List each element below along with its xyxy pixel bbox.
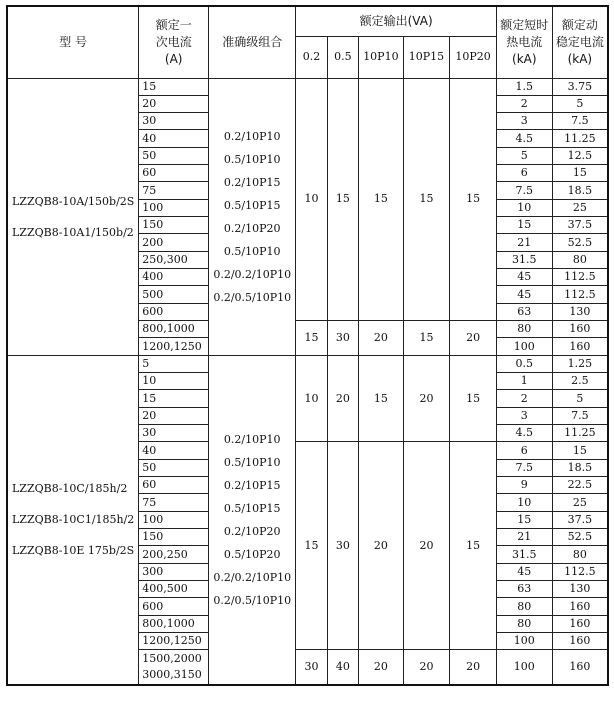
rated-output-cell: 15 <box>359 78 404 321</box>
accuracy-combination: 0.2/0.5/10P10 <box>213 593 292 607</box>
short-time-current-cell: 100 <box>496 650 552 685</box>
header-model: 型 号 <box>7 6 139 78</box>
dynamic-current-cell: 112.5 <box>552 286 608 303</box>
rated-output-cell: 20 <box>403 355 450 442</box>
rated-current-cell: 50 <box>139 147 209 164</box>
rated-current-cell: 75 <box>139 182 209 199</box>
accuracy-combination: 0.5/10P10 <box>223 152 281 166</box>
dynamic-current-cell: 11.25 <box>552 425 608 442</box>
accuracy-combination: 0.2/0.5/10P10 <box>213 290 292 304</box>
rated-current-cell: 1500,2000 3000,3150 <box>139 650 209 685</box>
rated-current-cell: 20 <box>139 407 209 424</box>
rated-current-cell: 50 <box>139 459 209 476</box>
dynamic-current-cell: 160 <box>552 598 608 615</box>
rated-current-cell: 15 <box>139 78 209 95</box>
dynamic-current-cell: 18.5 <box>552 459 608 476</box>
rated-current-cell: 15 <box>139 390 209 407</box>
accuracy-combination: 0.2/10P20 <box>223 524 281 538</box>
rated-output-cell: 40 <box>327 650 358 685</box>
header-rated-current-line3: (A) <box>164 51 183 66</box>
rated-current-cell: 800,1000 <box>139 321 209 338</box>
rated-current-cell: 800,1000 <box>139 615 209 632</box>
dynamic-current-cell: 52.5 <box>552 234 608 251</box>
accuracy-combination: 0.5/10P10 <box>223 455 281 469</box>
rated-current-cell: 600 <box>139 598 209 615</box>
header-short-time-current <box>496 6 552 78</box>
header-rated-output: 额定输出(VA) <box>296 6 497 36</box>
rated-current-cell: 100 <box>139 199 209 216</box>
accuracy-combination: 0.2/10P15 <box>223 175 281 189</box>
header-class-0.5: 0.5 <box>327 36 358 78</box>
rated-current-cell: 75 <box>139 494 209 511</box>
header-dynamic-current <box>552 6 608 78</box>
accuracy-combination: 0.5/10P10 <box>223 244 281 258</box>
rated-output-cell: 15 <box>296 321 327 356</box>
dynamic-current-cell: 7.5 <box>552 113 608 130</box>
model-name: LZZQB8-10C/185h/2 <box>12 482 128 496</box>
dynamic-current-cell: 37.5 <box>552 511 608 528</box>
short-time-current-cell: 6 <box>496 442 552 459</box>
accuracy-cell <box>209 78 296 355</box>
dynamic-current-cell: 1.25 <box>552 355 608 372</box>
rated-current-cell: 30 <box>139 425 209 442</box>
dynamic-current-cell: 18.5 <box>552 182 608 199</box>
dynamic-current-cell: 80 <box>552 251 608 268</box>
short-time-current-cell: 3 <box>496 407 552 424</box>
dynamic-current-cell: 5 <box>552 390 608 407</box>
model-name: LZZQB8-10C1/185h/2 <box>12 513 135 527</box>
accuracy-combination: 0.5/10P15 <box>223 198 281 212</box>
short-time-current-cell: 100 <box>496 633 552 650</box>
accuracy-combination: 0.2/10P10 <box>223 129 281 143</box>
dynamic-current-cell: 3.75 <box>552 78 608 95</box>
short-time-current-cell: 15 <box>496 511 552 528</box>
rated-output-cell: 20 <box>359 321 404 356</box>
short-time-current-cell: 0.5 <box>496 355 552 372</box>
dynamic-current-cell: 22.5 <box>552 477 608 494</box>
header-short-time-line2: 热电流 <box>506 34 543 49</box>
short-time-current-cell: 80 <box>496 321 552 338</box>
rated-current-cell: 40 <box>139 442 209 459</box>
rated-output-cell: 30 <box>327 442 358 650</box>
short-time-current-cell: 80 <box>496 615 552 632</box>
rated-current-cell: 1200,1250 <box>139 338 209 355</box>
dynamic-current-cell: 7.5 <box>552 407 608 424</box>
rated-output-cell: 20 <box>403 442 450 650</box>
header-rated-current <box>139 6 209 78</box>
table-body <box>7 78 608 685</box>
rated-current-cell: 60 <box>139 477 209 494</box>
model-cell <box>7 355 139 685</box>
short-time-current-cell: 9 <box>496 477 552 494</box>
accuracy-combination: 0.5/10P20 <box>223 547 281 561</box>
rated-current-cell: 300 <box>139 563 209 580</box>
short-time-current-cell: 31.5 <box>496 546 552 563</box>
header-rated-current-line1: 额定一 <box>155 17 192 32</box>
short-time-current-cell: 4.5 <box>496 425 552 442</box>
dynamic-current-cell: 37.5 <box>552 217 608 234</box>
short-time-current-cell: 1 <box>496 373 552 390</box>
dynamic-current-cell: 25 <box>552 199 608 216</box>
rated-output-cell: 20 <box>450 321 497 356</box>
header-rated-current-line2: 次电流 <box>155 34 192 49</box>
rated-output-cell: 15 <box>403 78 450 321</box>
dynamic-current-cell: 15 <box>552 165 608 182</box>
short-time-current-cell: 45 <box>496 269 552 286</box>
accuracy-combination: 0.2/10P15 <box>223 478 281 492</box>
rated-output-cell: 15 <box>450 78 497 321</box>
rated-output-cell: 15 <box>450 442 497 650</box>
accuracy-combination: 0.2/10P20 <box>223 221 281 235</box>
header-class-10p10: 10P10 <box>359 36 404 78</box>
short-time-current-cell: 63 <box>496 303 552 320</box>
rated-current-cell: 30 <box>139 113 209 130</box>
rated-output-cell: 15 <box>359 355 404 442</box>
rated-current-cell: 200,250 <box>139 546 209 563</box>
short-time-current-cell: 1.5 <box>496 78 552 95</box>
rated-current-cell: 100 <box>139 511 209 528</box>
rated-current-cell: 200 <box>139 234 209 251</box>
header-accuracy: 准确级组合 <box>209 6 296 78</box>
dynamic-current-cell: 130 <box>552 303 608 320</box>
header-dynamic-line1: 额定动 <box>561 17 598 32</box>
short-time-current-cell: 4.5 <box>496 130 552 147</box>
header-class-10p20: 10P20 <box>450 36 497 78</box>
short-time-current-cell: 15 <box>496 217 552 234</box>
rated-current-cell: 20 <box>139 95 209 112</box>
dynamic-current-cell: 112.5 <box>552 269 608 286</box>
header-class-10p15: 10P15 <box>403 36 450 78</box>
accuracy-combination: 0.2/10P10 <box>223 432 281 446</box>
accuracy-combination: 0.2/0.2/10P10 <box>213 267 292 281</box>
model-cell <box>7 78 139 355</box>
dynamic-current-cell: 15 <box>552 442 608 459</box>
model-name: LZZQB8-10A/150b/2S <box>12 194 135 208</box>
short-time-current-cell: 80 <box>496 598 552 615</box>
table-row <box>7 78 608 95</box>
rated-output-cell: 30 <box>296 650 327 685</box>
rated-current-cell: 400 <box>139 269 209 286</box>
rated-current-cell: 600 <box>139 303 209 320</box>
rated-current-cell: 5 <box>139 355 209 372</box>
rated-current-cell: 400,500 <box>139 581 209 598</box>
short-time-current-cell: 21 <box>496 529 552 546</box>
dynamic-current-cell: 160 <box>552 338 608 355</box>
short-time-current-cell: 21 <box>496 234 552 251</box>
dynamic-current-cell: 2.5 <box>552 373 608 390</box>
rated-current-cell: 150 <box>139 217 209 234</box>
short-time-current-cell: 45 <box>496 286 552 303</box>
rated-output-cell: 20 <box>359 442 404 650</box>
rating-table <box>6 5 609 686</box>
rated-output-cell: 10 <box>296 355 327 442</box>
short-time-current-cell: 2 <box>496 390 552 407</box>
short-time-current-cell: 31.5 <box>496 251 552 268</box>
dynamic-current-cell: 5 <box>552 95 608 112</box>
header-short-time-line1: 额定短时 <box>500 17 549 32</box>
accuracy-combination: 0.2/0.2/10P10 <box>213 570 292 584</box>
accuracy-cell <box>209 355 296 685</box>
short-time-current-cell: 5 <box>496 147 552 164</box>
short-time-current-cell: 7.5 <box>496 459 552 476</box>
dynamic-current-cell: 25 <box>552 494 608 511</box>
short-time-current-cell: 10 <box>496 199 552 216</box>
rated-output-cell: 20 <box>359 650 404 685</box>
header-dynamic-line3: (kA) <box>567 51 593 66</box>
accuracy-combination: 0.5/10P15 <box>223 501 281 515</box>
rated-output-cell: 20 <box>450 650 497 685</box>
rated-output-cell: 20 <box>327 355 358 442</box>
header-short-time-line3: (kA) <box>512 51 537 66</box>
header-dynamic-line2: 稳定电流 <box>555 34 604 49</box>
rated-output-cell: 10 <box>296 78 327 321</box>
rated-current-cell: 500 <box>139 286 209 303</box>
dynamic-current-cell: 11.25 <box>552 130 608 147</box>
rated-output-cell: 15 <box>296 442 327 650</box>
dynamic-current-cell: 112.5 <box>552 563 608 580</box>
rated-output-cell: 15 <box>450 355 497 442</box>
short-time-current-cell: 10 <box>496 494 552 511</box>
rated-output-cell: 20 <box>403 650 450 685</box>
dynamic-current-cell: 160 <box>552 650 608 685</box>
short-time-current-cell: 6 <box>496 165 552 182</box>
rated-current-cell: 150 <box>139 529 209 546</box>
dynamic-current-cell: 160 <box>552 633 608 650</box>
short-time-current-cell: 3 <box>496 113 552 130</box>
short-time-current-cell: 100 <box>496 338 552 355</box>
rated-output-cell: 15 <box>327 78 358 321</box>
dynamic-current-cell: 130 <box>552 581 608 598</box>
rated-current-cell: 250,300 <box>139 251 209 268</box>
rated-current-cell: 1200,1250 <box>139 633 209 650</box>
header-class-0.2: 0.2 <box>296 36 327 78</box>
short-time-current-cell: 63 <box>496 581 552 598</box>
dynamic-current-cell: 12.5 <box>552 147 608 164</box>
dynamic-current-cell: 160 <box>552 321 608 338</box>
rated-current-cell: 40 <box>139 130 209 147</box>
rated-current-cell: 60 <box>139 165 209 182</box>
model-name: LZZQB8-10A1/150b/2 <box>12 225 134 239</box>
rated-current-cell: 10 <box>139 373 209 390</box>
model-name: LZZQB8-10E 175b/2S <box>12 544 135 558</box>
rated-output-cell: 30 <box>327 321 358 356</box>
dynamic-current-cell: 80 <box>552 546 608 563</box>
table-row <box>7 355 608 372</box>
short-time-current-cell: 45 <box>496 563 552 580</box>
short-time-current-cell: 7.5 <box>496 182 552 199</box>
rated-output-cell: 15 <box>403 321 450 356</box>
dynamic-current-cell: 160 <box>552 615 608 632</box>
short-time-current-cell: 2 <box>496 95 552 112</box>
dynamic-current-cell: 52.5 <box>552 529 608 546</box>
